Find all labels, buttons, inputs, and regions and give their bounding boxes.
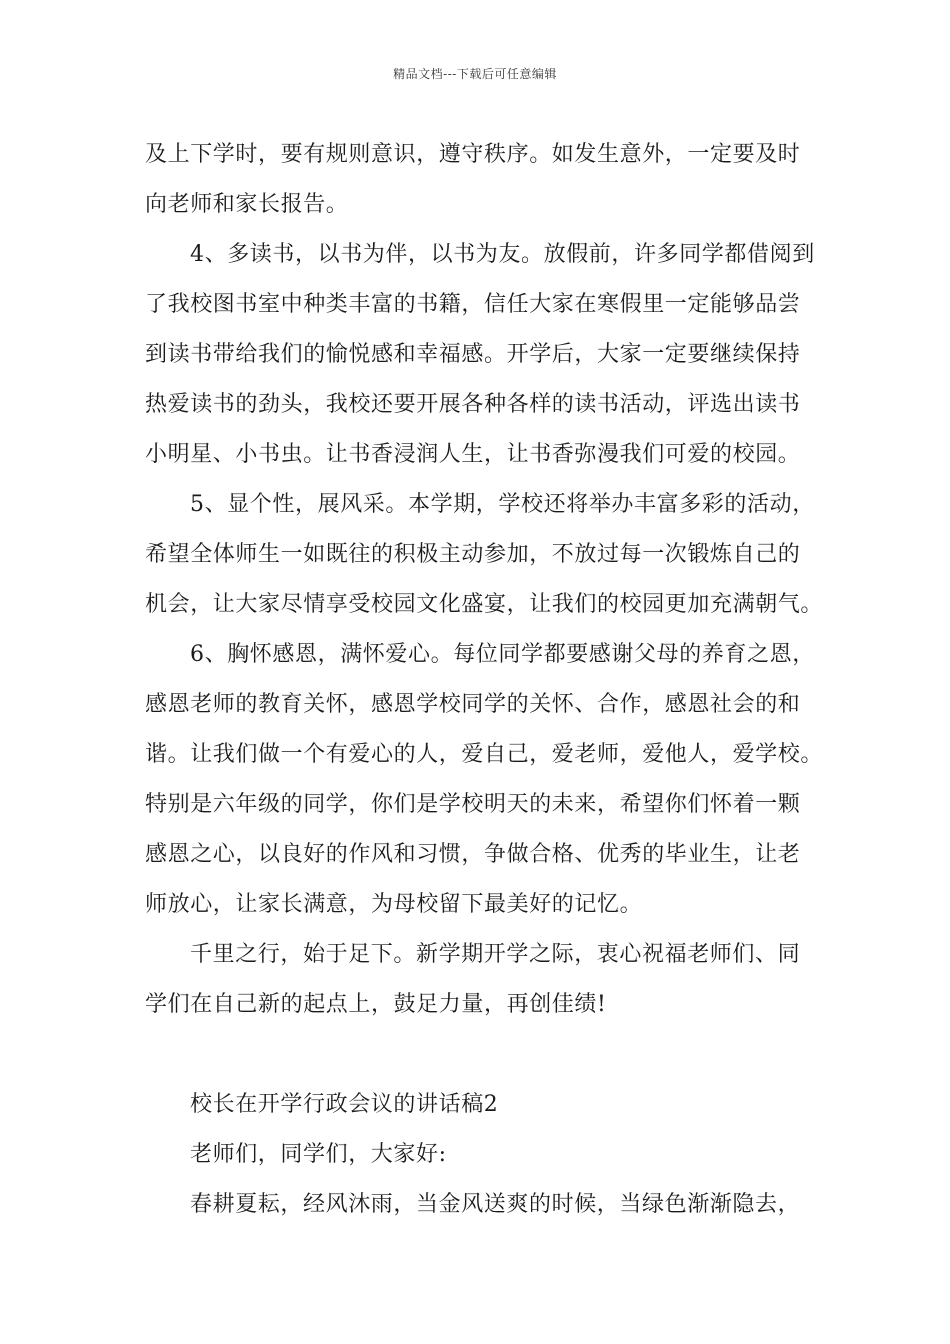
text-line: 希望全体师生一如既往的积极主动参加，不放过每一次锻炼自己的	[145, 542, 801, 567]
text-line: 感恩之心，以良好的作风和习惯，争做合格、优秀的毕业生，让老	[145, 842, 801, 867]
paragraph-start: 春耕夏耘，经风沐雨，当金风送爽的时候，当绿色渐渐隐去，	[190, 1192, 801, 1217]
paragraph-start: 千里之行，始于足下。新学期开学之际，衷心祝福老师们、同	[190, 942, 801, 967]
text-line: 向老师和家长报告。	[145, 192, 349, 217]
salutation: 老师们，同学们，大家好:	[190, 1142, 447, 1167]
text-line: 到读书带给我们的愉悦感和幸福感。开学后，大家一定要继续保持	[145, 342, 801, 367]
text-line: 热爱读书的劲头，我校还要开展各种各样的读书活动，评选出读书	[145, 392, 801, 417]
text-line: 感恩老师的教育关怀，感恩学校同学的关怀、合作，感恩社会的和	[145, 692, 801, 717]
text-line: 机会，让大家尽情享受校园文化盛宴，让我们的校园更加充满朝气。	[145, 592, 824, 617]
text-line: 及上下学时，要有规则意识，遵守秩序。如发生意外，一定要及时	[145, 142, 801, 167]
section-title: 校长在开学行政会议的讲话稿2	[190, 1092, 499, 1117]
text-line: 学们在自己新的起点上，鼓足力量，再创佳绩!	[145, 992, 607, 1017]
section-gap	[145, 1030, 825, 1080]
paragraph-start: 4、多读书，以书为伴，以书为友。放假前，许多同学都借阅到	[190, 242, 815, 267]
text-line: 谐。让我们做一个有爱心的人，爱自己，爱老师，爱他人，爱学校。	[145, 742, 824, 767]
document-body	[145, 130, 825, 1230]
page-header: 精品文档---下载后可任意编辑	[393, 67, 557, 81]
paragraph-start: 5、显个性，展风采。本学期，学校还将举办丰富多彩的活动，	[190, 492, 815, 517]
text-line: 了我校图书室中种类丰富的书籍，信任大家在寒假里一定能够品尝	[145, 292, 801, 317]
text-line: 师放心，让家长满意，为母校留下最美好的记忆。	[145, 892, 643, 917]
paragraph-start: 6、胸怀感恩，满怀爱心。每位同学都要感谢父母的养育之恩，	[190, 642, 815, 667]
text-line: 特别是六年级的同学，你们是学校明天的未来，希望你们怀着一颗	[145, 792, 801, 817]
text-line: 小明星、小书虫。让书香浸润人生，让书香弥漫我们可爱的校园。	[145, 442, 801, 467]
